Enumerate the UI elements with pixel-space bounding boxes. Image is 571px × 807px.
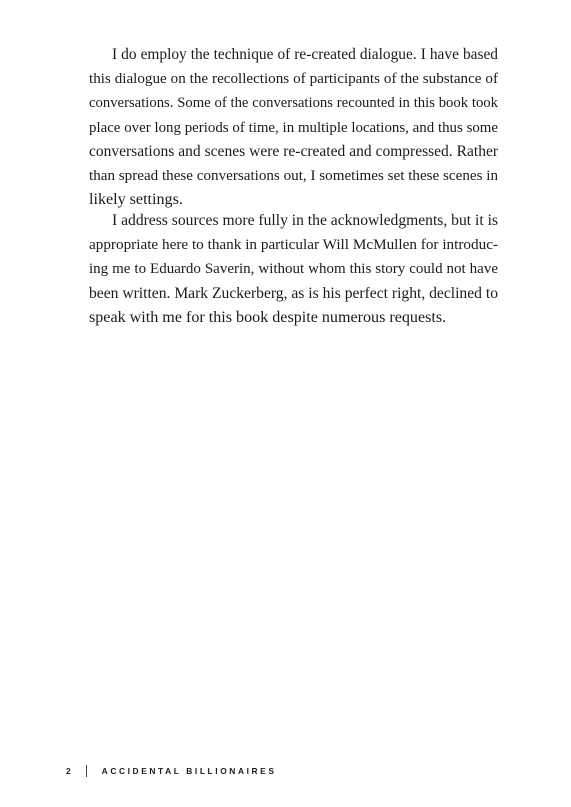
text-line: likely settings. xyxy=(89,191,183,209)
body-paragraph xyxy=(89,209,498,330)
text-line: speak with me for this book despite numerous requests. xyxy=(89,308,447,326)
text-line: than spread these conversations out, I sometimes set these scenes in xyxy=(89,167,498,184)
footer-divider xyxy=(86,765,87,777)
text-line: conversations and scenes were re-created and compressed. Rather xyxy=(89,142,498,160)
running-title: ACCIDENTAL BILLIONAIRES xyxy=(101,766,277,776)
page-number: 2 xyxy=(66,766,71,776)
text-line: appropriate here to thank in particular Will McMullen for introduc- xyxy=(89,236,498,254)
body-paragraph xyxy=(89,43,498,212)
text-line: conversations. Some of the conversations recounted in this book took xyxy=(89,95,498,112)
text-line: this dialogue on the recollections of participants of the substance of xyxy=(89,71,498,88)
text-line: ing me to Eduardo Saverin, without whom this story could not have xyxy=(89,261,498,278)
text-line: been written. Mark Zuckerberg, as is his perfect right, declined to xyxy=(89,284,498,302)
text-line: place over long periods of time, in multiple locations, and thus some xyxy=(89,119,498,136)
text-line: I do employ the technique of re-created dialogue. I have based xyxy=(112,46,498,63)
page-footer xyxy=(66,764,277,778)
text-line: I address sources more fully in the acknowledgments, but it is xyxy=(112,212,498,229)
